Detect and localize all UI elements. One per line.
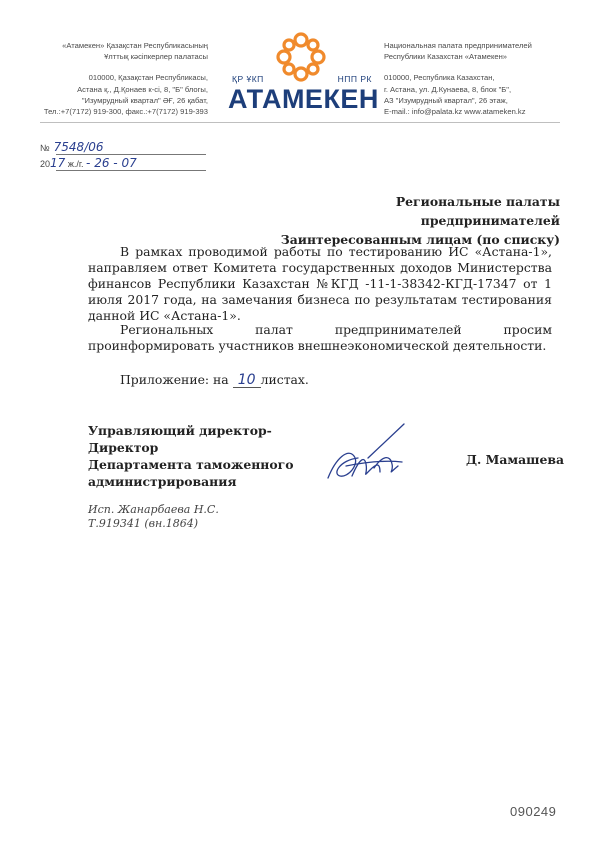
logo-wordmark: АТАМЕКЕН	[228, 84, 379, 114]
body-paragraph-1: В рамках проводимой работы по тестированию ИС «Астана-1», направляем ответ Комитета государственных доходов Министерства финансов Республики Казахстан №КГД -11-1-38342-КГД-17347 от 1 июля 2017 года, на замечания бизнеса по результатам тестирования данной ИС «Астана-1».	[88, 244, 552, 323]
outgoing-number-value: 7548/06	[53, 140, 104, 154]
attachment-unit: листах.	[260, 372, 309, 387]
header-right-address-line2: г. Астана, ул. Д.Кунаева, 8, блок "Б",	[384, 84, 512, 94]
outgoing-date-underline	[56, 170, 206, 171]
header-left-phone: Тел.:+7(7172) 919-300, факс.:+7(7172) 919-393	[43, 107, 208, 117]
logo-abbr-kz: ҚР ҰКП	[232, 74, 264, 84]
atameken-emblem-icon	[276, 32, 326, 82]
handwritten-signature	[318, 418, 422, 492]
signer-title-line3: администрирования	[88, 474, 237, 489]
executor-block	[88, 503, 219, 531]
header-left-address-line2: Астана қ., Д.Қонаев к-сі, 8, "Б" блогы,	[77, 84, 208, 94]
outgoing-number-underline	[56, 154, 206, 155]
signer-name: Д. Мамашева	[466, 452, 565, 467]
date-month: 07	[121, 156, 137, 170]
attachment-pages: 10	[233, 374, 261, 388]
header-left-block	[20, 40, 208, 117]
header-left-address-line3: "Изумрудный квартал" ӘҒ, 26 қабат,	[81, 95, 208, 105]
header-right-org-line2: Республики Казахстан «Атамекен»	[384, 52, 508, 62]
addressee-block	[270, 192, 560, 249]
header-right-block	[384, 40, 584, 117]
executor-name: Исп. Жанарбаева Н.С.	[88, 503, 219, 516]
addressee-line2: Заинтересованным лицам (по списку)	[280, 232, 560, 247]
signer-title	[88, 422, 338, 490]
date-year: 17	[50, 156, 66, 170]
header-left-address-line1: 010000, Қазақстан Республикасы,	[88, 73, 208, 83]
addressee-line1: Региональные палаты предпринимателей	[395, 194, 560, 228]
date-year-prefix: 20	[40, 159, 51, 169]
date-year-suffix: ж./г.	[67, 159, 84, 169]
document-serial-code: 090249	[510, 804, 557, 819]
header-right-contacts: E-mail.: info@palata.kz www.atameken.kz	[384, 107, 526, 117]
body-paragraph-2: Региональных палат предпринимателей просим проинформировать участников внешнеэкономической деятельности.	[88, 322, 552, 353]
date-day: 26	[94, 156, 110, 170]
header-left-org-line2: Ұлттық кәсіпкерлер палатасы	[104, 52, 208, 62]
attachment-line	[120, 372, 309, 388]
outgoing-number-prefix: №	[40, 143, 50, 153]
header-left-org-line1: «Атамекен» Қазақстан Республикасының	[62, 41, 208, 50]
executor-phone: Т.919341 (вн.1864)	[88, 517, 199, 530]
header-divider	[40, 122, 560, 123]
header-right-address-line1: 010000, Республика Казахстан,	[384, 73, 495, 83]
attachment-label: Приложение: на	[120, 372, 229, 387]
signer-title-line1: Управляющий директор- Директор	[88, 423, 272, 455]
header-right-address-line3: АЗ "Изумрудный квартал", 26 этаж,	[384, 95, 508, 105]
logo-abbr-ru: НПП РК	[337, 74, 372, 84]
outgoing-number	[40, 140, 104, 154]
outgoing-date: 2017 ж./г. - 26 - 07	[40, 156, 137, 170]
header-right-org-line1: Национальная палата предпринимателей	[384, 41, 532, 50]
signer-title-line2: Департамента таможенного	[88, 457, 294, 472]
atameken-logo	[228, 32, 379, 114]
